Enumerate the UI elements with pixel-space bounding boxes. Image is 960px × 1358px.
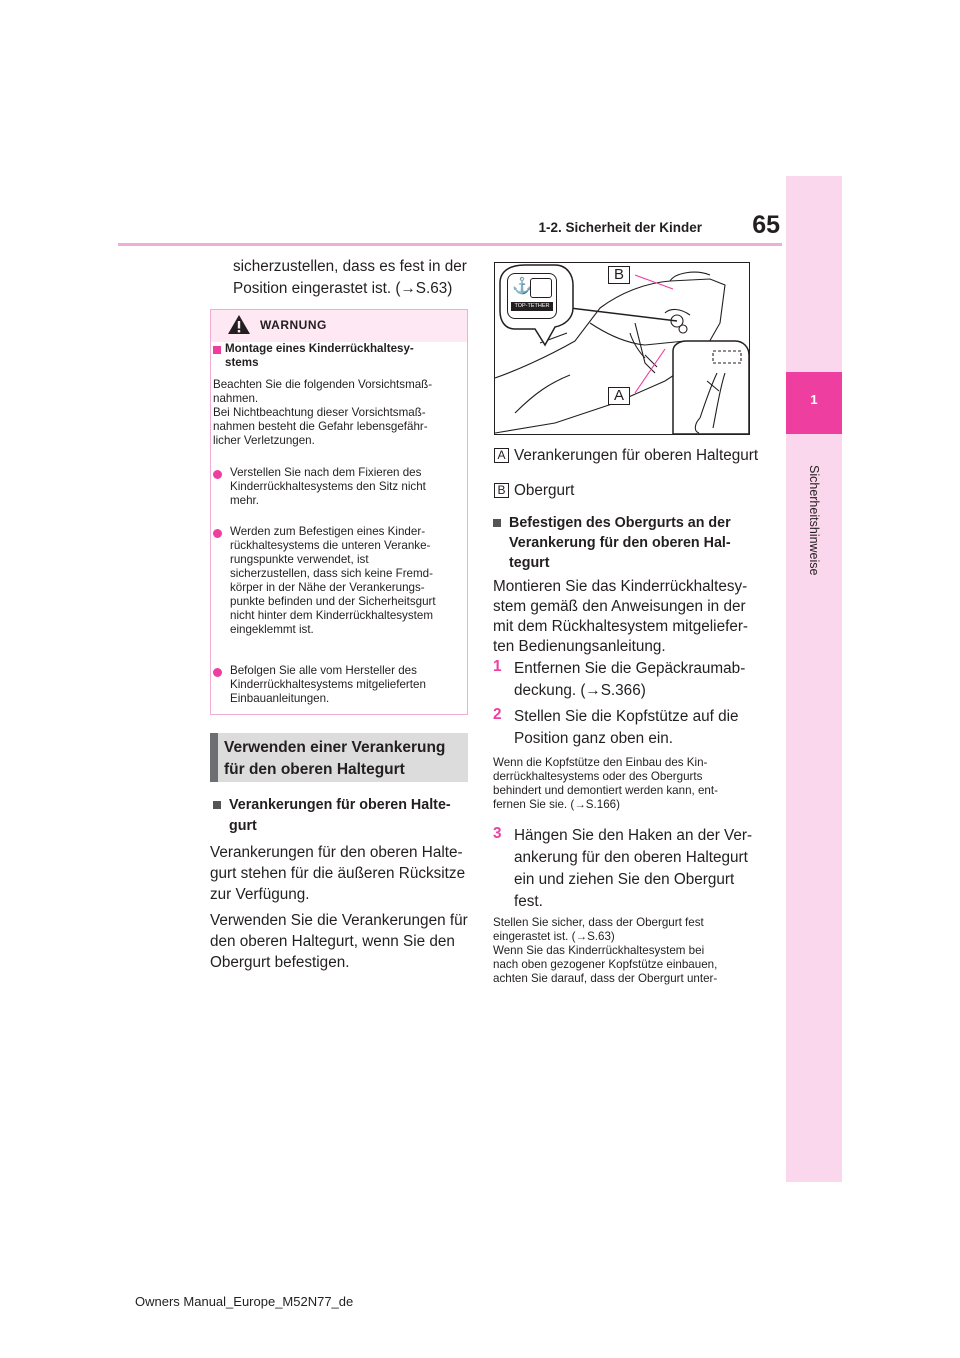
- section-heading: [224, 737, 464, 781]
- warning-text: nahmen besteht die Gefahr lebensgefähr-: [213, 420, 428, 433]
- note-line: Stellen Sie sicher, dass der Obergurt fest: [493, 916, 704, 929]
- paragraph-line: den oberen Haltegurt, wenn Sie den: [210, 933, 455, 950]
- subsection-heading: Befestigen des Obergurts an der: [509, 515, 731, 531]
- warning-subheading: stems: [225, 356, 259, 369]
- round-bullet-icon: [213, 470, 222, 479]
- subsection-heading: tegurt: [509, 555, 550, 571]
- round-bullet-icon: [213, 668, 222, 677]
- note-line: derrückhaltesystems oder des Obergurts: [493, 770, 703, 783]
- warning-bullet-text: sicherzustellen, dass sich keine Fremd-: [230, 567, 433, 580]
- warning-bullet-text: körper in der Nähe der Verankerungs-: [230, 581, 425, 594]
- figure-label-a: A: [608, 387, 630, 405]
- subsection-heading: Verankerung für den oberen Hal-: [509, 535, 731, 551]
- note-line: behindert und demontiert werden kann, ent-: [493, 784, 718, 797]
- paragraph-line: zur Verfügung.: [210, 886, 310, 903]
- warning-title: WARNUNG: [260, 318, 327, 332]
- warning-bullet-text: Kinderrückhaltesystems den Sitz nicht: [230, 480, 426, 493]
- warning-bullet-text: Verstellen Sie nach dem Fixieren des: [230, 466, 422, 479]
- note-line: achten Sie darauf, dass der Obergurt unter-: [493, 972, 718, 985]
- intro-line: sicherzustellen, dass es fest in der: [233, 258, 467, 275]
- step-text: deckung. (→S.366): [514, 682, 646, 699]
- step-text: Position ganz oben ein.: [514, 730, 674, 747]
- step-number: 3: [493, 825, 502, 842]
- step-text: Hängen Sie den Haken an der Ver-: [514, 827, 753, 844]
- warning-bullet-text: rückhaltesystems die unteren Veranke-: [230, 539, 431, 552]
- chapter-number: 1: [810, 392, 818, 407]
- square-bullet-icon: [213, 801, 221, 809]
- top-tether-sign: [507, 273, 557, 319]
- paragraph-line: Obergurt befestigen.: [210, 954, 350, 971]
- tether-anchor-illustration: [494, 262, 750, 435]
- intro-line: Position eingerastet ist. (→S.63): [233, 280, 453, 297]
- warning-text: Beachten Sie die folgenden Vorsichtsmaß-: [213, 378, 433, 391]
- note-line: fernen Sie sie. (→S.166): [493, 798, 620, 811]
- subsection-heading: gurt: [229, 818, 257, 834]
- paragraph-line: Montieren Sie das Kinderrückhaltesy-: [493, 578, 748, 595]
- top-tether-label: TOP-TETHER: [511, 302, 553, 311]
- paragraph-line: Verwenden Sie die Verankerungen für: [210, 912, 468, 929]
- warning-subheading: Montage eines Kinderrückhaltesy-: [225, 342, 414, 355]
- legend-text-a: Verankerungen für oberen Haltegurt: [514, 447, 759, 464]
- warning-bullet-text: Befolgen Sie alle vom Hersteller des: [230, 664, 417, 677]
- step-number: 2: [493, 706, 502, 723]
- warning-text: licher Verletzungen.: [213, 434, 315, 447]
- note-line: nach oben gezogener Kopfstütze einbauen,: [493, 958, 718, 971]
- paragraph-line: stem gemäß den Anweisungen in der: [493, 598, 746, 615]
- step-text: fest.: [514, 893, 543, 910]
- chapter-label: Sicherheitshinweise: [807, 465, 821, 576]
- step-text: Stellen Sie die Kopfstütze auf die: [514, 708, 739, 725]
- warning-bullet-text: Einbauanleitungen.: [230, 692, 330, 705]
- step-text: ein und ziehen Sie den Obergurt: [514, 871, 735, 888]
- warning-bullet-text: rungspunkte verwendet, ist: [230, 553, 369, 566]
- section-heading-line: Verwenden einer Verankerung: [224, 739, 446, 756]
- note-line: Wenn Sie das Kinderrückhaltesystem bei: [493, 944, 705, 957]
- chapter-side-band: [786, 176, 842, 1182]
- warning-bullet-text: mehr.: [230, 494, 259, 507]
- warning-text: Bei Nichtbeachtung dieser Vorsichtsmaß-: [213, 406, 426, 419]
- square-bullet-icon: [493, 519, 501, 527]
- warning-bullet-text: nicht hinter dem Kinderrückhaltesystem: [230, 609, 433, 622]
- warning-bullet-text: eingeklemmt ist.: [230, 623, 314, 636]
- paragraph-line: gurt stehen für die äußeren Rücksitze: [210, 865, 466, 882]
- child-seat-icon: [530, 278, 552, 298]
- paragraph-line: ten Bedienungsanleitung.: [493, 638, 666, 655]
- figure-label-b: B: [608, 266, 630, 284]
- round-bullet-icon: [213, 529, 222, 538]
- step-number: 1: [493, 658, 502, 675]
- step-text: Entfernen Sie die Gepäckraumab-: [514, 660, 746, 677]
- paragraph-line: Verankerungen für den oberen Halte-: [210, 844, 463, 861]
- subsection-heading: Verankerungen für oberen Halte-: [229, 797, 451, 813]
- footer-text: Owners Manual_Europe_M52N77_de: [135, 1294, 354, 1309]
- anchor-icon: ⚓: [512, 278, 532, 295]
- page-number: 65: [752, 211, 780, 239]
- note-line: eingerastet ist. (→S.63): [493, 930, 615, 943]
- header-rule: [118, 243, 782, 246]
- warning-bullet-text: Werden zum Befestigen eines Kinder-: [230, 525, 426, 538]
- step-text: ankerung für den oberen Haltegurt: [514, 849, 748, 866]
- paragraph-line: mit dem Rückhaltesystem mitgeliefer-: [493, 618, 749, 635]
- section-heading-bar: [210, 733, 218, 782]
- warning-text: nahmen.: [213, 392, 259, 405]
- section-heading-line: für den oberen Haltegurt: [224, 761, 405, 778]
- square-bullet-icon: [213, 346, 221, 354]
- warning-bullet-text: punkte befinden und der Sicherheitsgurt: [230, 595, 436, 608]
- legend-text-b: Obergurt: [514, 482, 575, 499]
- section-title: 1-2. Sicherheit der Kinder: [538, 220, 702, 235]
- legend-key-a: A: [494, 448, 509, 463]
- legend-key-b: B: [494, 483, 509, 498]
- note-line: Wenn die Kopfstütze den Einbau des Kin-: [493, 756, 708, 769]
- warning-triangle-icon: [227, 314, 251, 335]
- warning-bullet-text: Kinderrückhaltesystems mitgelieferten: [230, 678, 426, 691]
